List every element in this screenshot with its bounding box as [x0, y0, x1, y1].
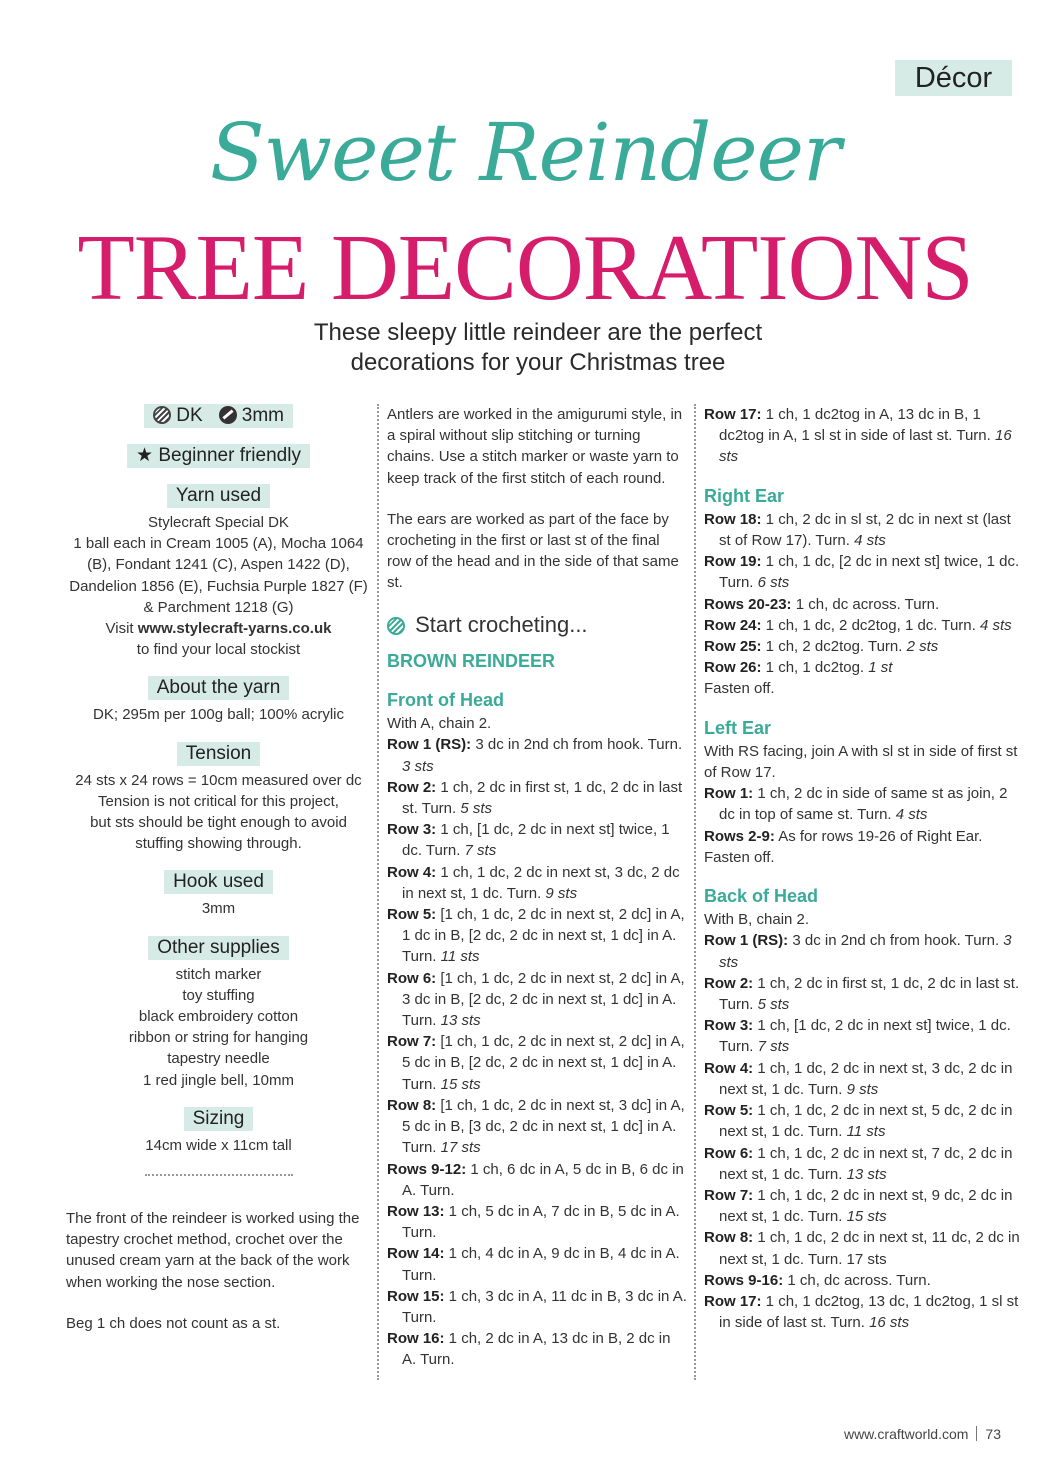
row-label: Row 7: [387, 1033, 437, 1051]
page-title: TREE DECORATIONS [77, 216, 973, 320]
pattern-row [387, 1031, 687, 1095]
section-heading: About the yarn [148, 676, 290, 700]
stitch-count: 7 sts [464, 842, 497, 860]
stitch-count: 6 sts [757, 574, 790, 592]
row-label: Row 17: [704, 1292, 762, 1310]
pattern-row [704, 1100, 1024, 1142]
instruction: With A, chain 2. [387, 715, 492, 733]
row-label: Row 26: [704, 659, 762, 677]
pattern-row [704, 973, 1024, 1015]
skill-level [66, 444, 371, 468]
pattern-row [704, 657, 1024, 678]
row-text: 1 ch, 2 dc in sl st, 2 dc in next st (last st of Row 17). Turn. [719, 510, 1011, 550]
row-text: 1 ch, 1 dc, 2 dc2tog, 1 dc. Turn. [761, 616, 980, 634]
sidebar-column [66, 404, 371, 1334]
section-heading: Yarn used [167, 484, 270, 508]
row-label: Rows 9-16: [704, 1271, 784, 1289]
note-paragraph: Beg 1 ch does not count as a st. [66, 1314, 281, 1332]
pattern-row [704, 1291, 1024, 1333]
row-text: 1 ch, 2 dc in A, 13 dc in B, 2 dc in A. Turn. [402, 1330, 671, 1369]
row-text: 1 ch, [1 dc, 2 dc in next st] twice, 1 dc. Turn. [719, 1017, 1011, 1056]
row-label: Row 5: [704, 1102, 754, 1120]
section-heading: Hook used [164, 870, 273, 894]
text-line: to find your local stockist [136, 641, 301, 659]
column-divider [377, 404, 379, 1380]
text-line: (B), Fondant 1241 (C), Aspen 1422 (D), [87, 556, 350, 574]
pattern-row [704, 783, 1024, 825]
intro-paragraph: Antlers are worked in the amigurumi style, in a spiral without slip stitching or turning chains. Use a stitch marker or waste yarn to keep track of the first stitch of each round. [387, 406, 683, 487]
row-text: 3 dc in 2nd ch from hook. Turn. [471, 736, 683, 754]
stitch-count: 4 sts [895, 806, 928, 824]
stitch-count: 15 sts [440, 1075, 481, 1093]
instruction: With RS facing, join A with sl st in side of first st of Row 17. [704, 742, 1018, 782]
pattern-row [704, 551, 1024, 593]
stitch-count: 4 sts [854, 532, 886, 550]
stitch-count: 2 sts [906, 638, 939, 656]
sizing-section [66, 1107, 371, 1156]
row-label: Row 24: [704, 616, 762, 634]
pattern-row [387, 1243, 687, 1285]
page-footer [844, 1426, 1001, 1442]
text-line: 24 sts x 24 rows = 10cm measured over dc [75, 771, 362, 789]
row-label: Row 14: [387, 1245, 445, 1263]
row-text: 1 ch, 1 dc, 2 dc in next st, 9 dc, 2 dc in next st, 1 dc. Turn. [719, 1186, 1013, 1226]
row-text: [1 ch, 1 dc, 2 dc in next st, 2 dc] in A, 1 dc in B, [2 dc, 2 dc in next st, 1 dc] in A. Turn. [402, 906, 685, 966]
stitch-count: 13 sts [440, 1012, 481, 1030]
yarn-spec [66, 404, 371, 428]
page-number: 73 [985, 1426, 1001, 1442]
text-line: Tension is not critical for this project, [98, 792, 339, 810]
supplies-section [66, 936, 371, 1091]
start-heading [387, 611, 687, 637]
start-text: Start crocheting... [415, 611, 588, 637]
text-line: Dandelion 1856 (E), Fuchsia Purple 1827 (F) [69, 577, 368, 595]
intro-paragraph: The ears are worked as part of the face by crocheting in the first or last st of the final row of the head and in the side of that same st. [387, 510, 679, 592]
row-label: Row 3: [704, 1017, 754, 1035]
stitch-count: 5 sts [460, 800, 493, 818]
row-label: Row 1 (RS): [387, 736, 472, 754]
footer-separator [976, 1426, 977, 1441]
stitch-count: 5 sts [757, 996, 790, 1014]
row-list [704, 509, 1024, 679]
dotted-divider [145, 1174, 293, 1176]
row-text: 1 ch, 6 dc in A, 5 dc in B, 6 dc in A. Turn. [402, 1160, 684, 1199]
section-heading: Other supplies [148, 936, 289, 960]
text-line: stuffing showing through. [135, 835, 302, 853]
pattern-row [387, 777, 687, 819]
row-label: Row 8: [704, 1229, 754, 1247]
row-text: As for rows 19-26 of Right Ear. [774, 827, 983, 845]
yarn-ball-icon [153, 406, 171, 424]
row-list [704, 783, 1024, 847]
row-label: Rows 20-23: [704, 595, 792, 613]
row-text: 1 ch, 1 dc, 2 dc in next st, 11 dc, 2 dc in next st, 1 dc. Turn. 17 sts [719, 1229, 1020, 1268]
hook-section [66, 870, 371, 919]
row-text: 1 ch, 2 dc in first st, 1 dc, 2 dc in last st. Turn. [402, 778, 683, 818]
row-text: 1 ch, 5 dc in A, 7 dc in B, 5 dc in A. Turn. [402, 1202, 680, 1242]
row-text: 1 ch, 1 dc, [2 dc in next st] twice, 1 dc. Turn. [719, 553, 1020, 592]
row-text: 1 ch, 3 dc in A, 11 dc in B, 3 dc in A. Turn. [402, 1287, 687, 1326]
row-list [704, 404, 1024, 468]
pattern-column-3 [704, 404, 1024, 1333]
row-label: Row 25: [704, 638, 762, 656]
row-label: Row 6: [387, 969, 437, 987]
pattern-row [704, 594, 1024, 615]
row-text: 1 ch, dc across. Turn. [791, 595, 940, 613]
stitch-count: 7 sts [757, 1038, 790, 1056]
pattern-row [387, 1328, 687, 1370]
pattern-row [704, 1143, 1024, 1185]
pattern-row [704, 826, 1024, 847]
subsection-heading: Front of Head [387, 690, 504, 711]
stitch-count: 16 sts [719, 427, 1012, 466]
list-item: ribbon or string for hanging [128, 1029, 309, 1047]
row-label: Row 19: [704, 553, 762, 571]
row-text: 1 ch, 1 dc, 2 dc in next st, 3 dc, 2 dc in next st, 1 dc. Turn. [402, 863, 680, 902]
row-label: Row 4: [387, 863, 437, 881]
row-label: Row 7: [704, 1186, 754, 1204]
row-list [387, 734, 687, 1370]
pattern-row [387, 904, 687, 968]
row-text: 3 dc in 2nd ch from hook. Turn. [788, 932, 1004, 950]
row-text: 1 ch, [1 dc, 2 dc in next st] twice, 1 dc. Turn. [402, 821, 670, 860]
pattern-row [704, 509, 1024, 551]
row-label: Row 1: [704, 785, 754, 803]
title-script: Sweet Reindeer [209, 106, 841, 199]
list-item: stitch marker [175, 965, 262, 983]
stitch-count: 3 sts [402, 757, 434, 775]
text-line: & Parchment 1218 (G) [143, 598, 294, 616]
instruction: With B, chain 2. [704, 911, 810, 929]
stockist-link[interactable]: www.stylecraft-yarns.co.uk [137, 620, 332, 638]
pattern-row [387, 968, 687, 1032]
row-text: 1 ch, 2 dc2tog. Turn. [761, 638, 907, 656]
stitch-count: 16 sts [869, 1314, 910, 1332]
row-text: [1 ch, 1 dc, 2 dc in next st, 2 dc] in A, 3 dc in B, [2 dc, 2 dc in next st, 1 dc] in A. Turn. [402, 969, 685, 1030]
subsection-heading: Left Ear [704, 717, 772, 738]
stitch-count: 3 sts [719, 932, 1012, 971]
pattern-row [704, 1227, 1024, 1269]
row-label: Row 1 (RS): [704, 932, 789, 950]
row-label: Row 18: [704, 510, 762, 528]
pattern-row [704, 636, 1024, 657]
pattern-row [704, 930, 1024, 972]
text-line: Stylecraft Special DK [148, 514, 289, 531]
pattern-row [387, 1159, 687, 1201]
row-label: Row 8: [387, 1096, 437, 1114]
stitch-count: 9 sts [846, 1080, 879, 1098]
row-label: Row 2: [387, 778, 437, 796]
pattern-row [704, 404, 1024, 468]
standfirst [0, 318, 1050, 378]
row-text: [1 ch, 1 dc, 2 dc in next st, 2 dc] in A, 5 dc in B, [2 dc, 2 dc in next st, 1 dc] in A. Turn. [402, 1033, 685, 1093]
row-label: Row 3: [387, 821, 437, 839]
row-label: Row 17: [704, 406, 762, 423]
hook-size: 3mm [241, 405, 285, 426]
stitch-count: 1 st [868, 659, 893, 677]
pattern-column-2 [387, 404, 687, 1371]
subsection-heading: Right Ear [704, 485, 785, 506]
list-item: tapestry needle [167, 1050, 270, 1068]
list-item: 1 red jingle bell, 10mm [143, 1071, 294, 1089]
note-paragraph: The front of the reindeer is worked using the tapestry crochet method, crochet over the unused cream yarn at the back of the work when working the nose section. [66, 1210, 360, 1291]
section-heading: Tension [177, 742, 261, 766]
section-title: BROWN REINDEER [387, 650, 556, 671]
row-label: Row 16: [387, 1330, 445, 1348]
row-label: Rows 2-9: [704, 827, 775, 845]
yarn-used-section [66, 484, 371, 660]
about-text: DK; 295m per 100g ball; 100% acrylic [93, 706, 344, 724]
yarn-spec-pill [144, 404, 293, 428]
pattern-row [704, 1058, 1024, 1100]
list-item: black embroidery cotton [138, 1008, 299, 1026]
stitch-count: 15 sts [846, 1208, 887, 1226]
row-text: 1 ch, 1 dc, 2 dc in next st, 7 dc, 2 dc in next st, 1 dc. Turn. [719, 1144, 1013, 1183]
yarn-ball-icon [387, 617, 405, 635]
category-tag: Décor [895, 60, 1012, 96]
stitch-count: 11 sts [846, 1123, 886, 1141]
row-text: 1 ch, 1 dc2tog, 13 dc, 1 dc2tog, 1 sl st in side of last st. Turn. [719, 1292, 1019, 1332]
row-label: Row 4: [704, 1059, 754, 1077]
instruction: Fasten off. [704, 680, 775, 698]
row-label: Row 6: [704, 1144, 754, 1162]
pattern-row [704, 1015, 1024, 1057]
row-label: Row 5: [387, 906, 437, 924]
pattern-row [387, 1095, 687, 1159]
row-label: Row 13: [387, 1202, 445, 1220]
column-divider [694, 404, 696, 1380]
text-line: but sts should be tight enough to avoid [90, 814, 347, 832]
pattern-row [387, 819, 687, 861]
row-text: 1 ch, 2 dc in side of same st as join, 2 dc in top of same st. Turn. [719, 785, 1008, 824]
skill-pill [127, 444, 310, 468]
pattern-row [704, 1185, 1024, 1227]
skill-text: Beginner friendly [158, 445, 301, 466]
stitch-count: 9 sts [545, 884, 578, 902]
row-label: Row 15: [387, 1287, 445, 1305]
yarn-weight: DK [176, 405, 203, 426]
tension-section [66, 742, 371, 855]
hook-text: 3mm [201, 900, 236, 918]
row-text: 1 ch, 1 dc2tog. [761, 659, 869, 677]
row-text: 1 ch, 1 dc2tog in A, 13 dc in B, 1 dc2tog in A, 1 sl st in side of last st. Turn. [719, 406, 995, 445]
section-heading: Sizing [184, 1107, 254, 1131]
standfirst-line: These sleepy little reindeer are the perfect [313, 319, 763, 346]
pattern-row [704, 615, 1024, 636]
stitch-count: 13 sts [846, 1165, 887, 1183]
row-text: 1 ch, 1 dc, 2 dc in next st, 3 dc, 2 dc in next st, 1 dc. Turn. [719, 1059, 1013, 1098]
row-label: Row 2: [704, 974, 754, 992]
hook-icon [219, 406, 237, 424]
row-text: 1 ch, 4 dc in A, 9 dc in B, 4 dc in A. Turn. [402, 1245, 680, 1284]
instruction: Fasten off. [704, 848, 775, 866]
row-text: 1 ch, 1 dc, 2 dc in next st, 5 dc, 2 dc in next st, 1 dc. Turn. [719, 1102, 1013, 1141]
row-text: 1 ch, dc across. Turn. [783, 1271, 931, 1289]
row-text: 1 ch, 2 dc in first st, 1 dc, 2 dc in last st. Turn. [719, 974, 1020, 1014]
text-line: 1 ball each in Cream 1005 (A), Mocha 1064 [73, 535, 364, 553]
pattern-row [387, 1201, 687, 1243]
pattern-row [387, 1286, 687, 1328]
subsection-heading: Back of Head [704, 886, 819, 907]
standfirst-line: decorations for your Christmas tree [350, 349, 726, 376]
stitch-count: 17 sts [440, 1139, 481, 1157]
row-label: Rows 9-12: [387, 1160, 467, 1178]
visit-text: Visit [105, 620, 138, 638]
pattern-row [704, 1270, 1024, 1291]
stitch-count: 4 sts [979, 616, 1012, 634]
list-item: toy stuffing [182, 986, 255, 1004]
footer-url[interactable]: www.craftworld.com [843, 1426, 969, 1442]
about-yarn-section [66, 676, 371, 725]
row-text: [1 ch, 1 dc, 2 dc in next st, 3 dc] in A, 5 dc in B, [3 dc, 2 dc in next st, 1 dc] in A. Turn. [402, 1096, 685, 1157]
stitch-count: 11 sts [440, 948, 480, 966]
sizing-text: 14cm wide x 11cm tall [145, 1136, 292, 1154]
pattern-row [387, 862, 687, 904]
star-icon: ★ [136, 445, 154, 466]
row-list [704, 930, 1024, 1333]
pattern-row [387, 734, 687, 776]
